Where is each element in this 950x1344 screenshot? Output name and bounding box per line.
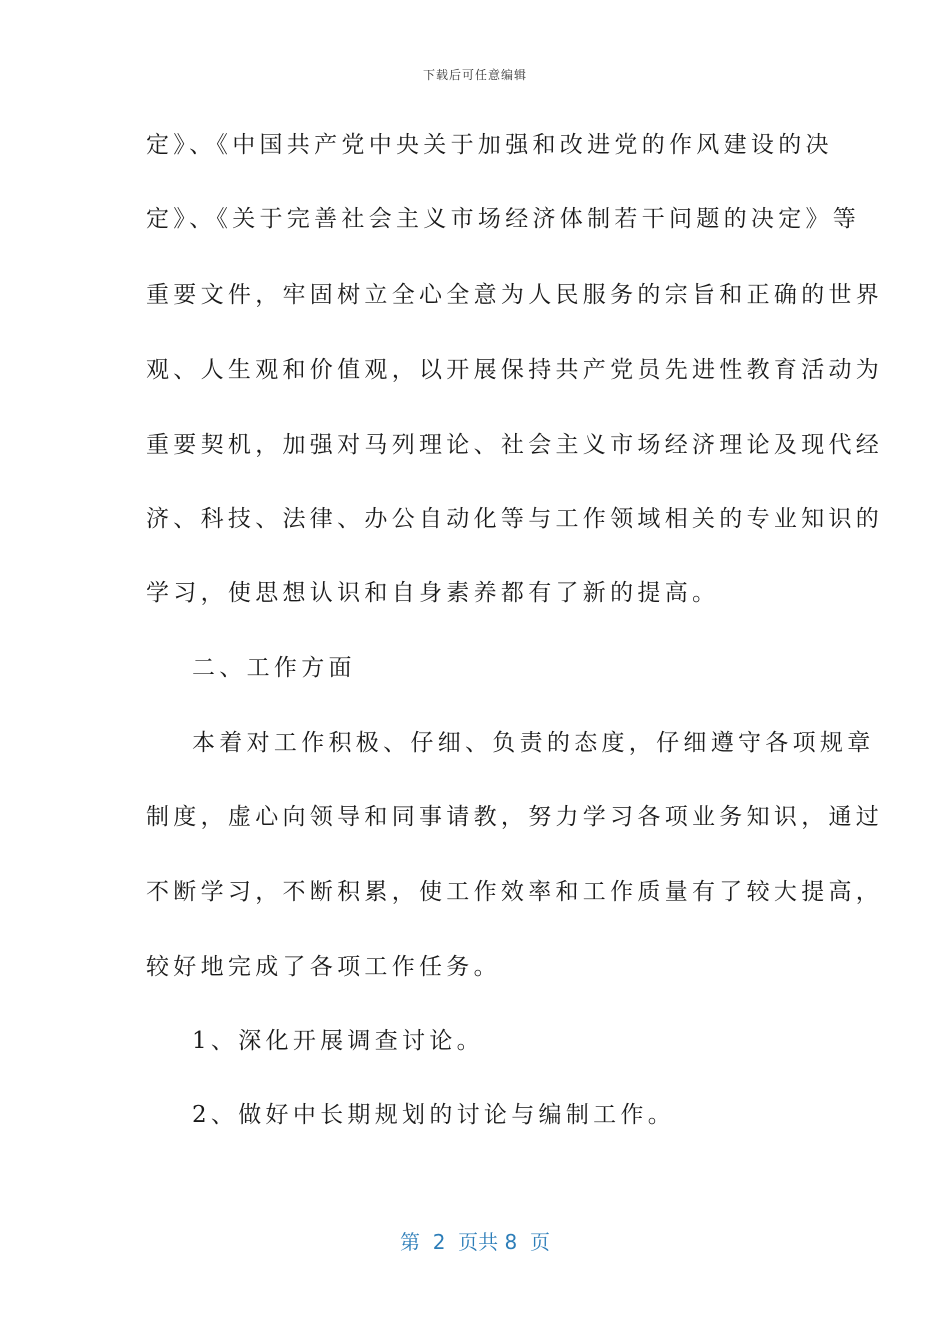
body-line: 济、科技、法律、办公自动化等与工作领域相关的专业知识的 <box>146 506 884 532</box>
list-item: 2、做好中长期规划的讨论与编制工作。 <box>192 1102 676 1128</box>
body-line: 较好地完成了各项工作任务。 <box>146 954 501 980</box>
page-number: 第 2 页共 8 页 <box>400 1230 550 1254</box>
body-line: 重要契机，加强对马列理论、社会主义市场经济理论及现代经 <box>146 432 884 458</box>
body-line: 定》、《中国共产党中央关于加强和改进党的作风建设的决 <box>146 132 833 158</box>
header-note: 下载后可任意编辑 <box>422 68 527 82</box>
body-line: 重要文件，牢固树立全心全意为人民服务的宗旨和正确的世界 <box>146 282 884 308</box>
body-line: 本着对工作积极、仔细、负责的态度，仔细遵守各项规章 <box>192 730 875 756</box>
body-line: 制度，虚心向领导和同事请教，努力学习各项业务知识，通过 <box>146 804 884 830</box>
body-line: 定》、《关于完善社会主义市场经济体制若干问题的决定》等 <box>146 206 861 232</box>
body-line: 学习，使思想认识和自身素养都有了新的提高。 <box>146 580 720 606</box>
body-line: 不断学习，不断积累，使工作效率和工作质量有了较大提高， <box>146 879 884 905</box>
body-line: 观、人生观和价值观，以开展保持共产党员先进性教育活动为 <box>146 357 884 383</box>
section-heading: 二、工作方面 <box>192 655 356 681</box>
list-item: 1、深化开展调查讨论。 <box>192 1028 484 1054</box>
